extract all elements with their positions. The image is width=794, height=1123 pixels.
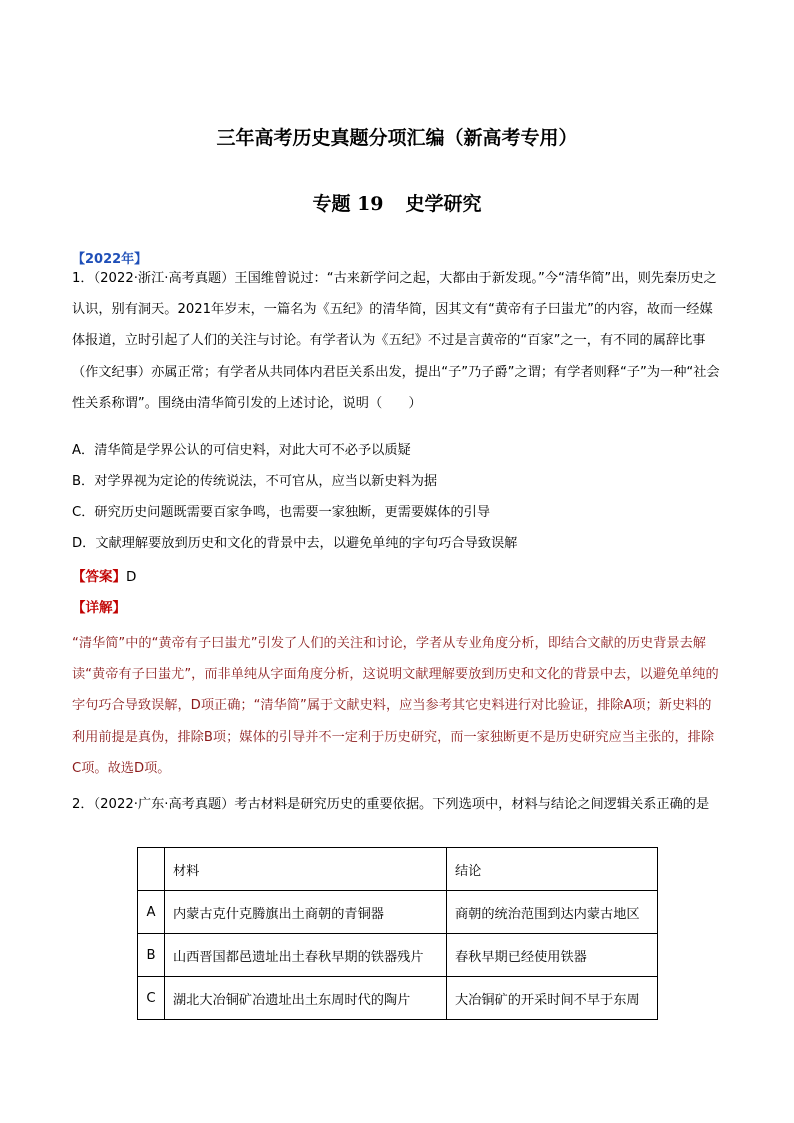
- conclusion-cell: 春秋早期已经使用铁器: [447, 934, 658, 977]
- question-1-options: [72, 435, 722, 559]
- table-row: [138, 934, 658, 977]
- topic-heading: [0, 189, 794, 216]
- row-label: A: [138, 891, 165, 934]
- topic-number: 专题 19: [312, 193, 384, 215]
- table-header-cell: 结论: [447, 848, 658, 891]
- answer-value: D: [126, 569, 137, 585]
- year-section-label: 【2022年】: [72, 252, 148, 267]
- material-conclusion-table: [137, 847, 658, 1020]
- table-header-cell: 材料: [165, 848, 447, 891]
- material-cell: 山西晋国都邑遗址出土春秋早期的铁器残片: [165, 934, 447, 977]
- conclusion-cell: 商朝的统治范围到达内蒙古地区: [447, 891, 658, 934]
- row-label: C: [138, 977, 165, 1020]
- question-1-stem: 1．（2022·浙江·高考真题）王国维曾说过：“古来新学问之起，大都由于新发现。”今“清华简”出，则先秦历史之认识，别有洞天。2021年岁末，一篇名为《五纪》的清华简，因其文有“黄帝有子曰蚩尤”的内容，故而一经媒体报道，立时引起了人们的关注与讨论。有学者认为《五纪》不过是言黄帝的“百家”之一，有不同的属辞比事（作文纪事）亦属正常；有学者从共同体内君臣关系出发，提出“子”乃子爵”之谓；有学者则释“子”为一种“社会性关系称谓”。围绕由清华简引发的上述讨论，说明（ ）: [72, 271, 720, 411]
- material-cell: 湖北大冶铜矿冶遗址出土东周时代的陶片: [165, 977, 447, 1020]
- table-header-row: [138, 848, 658, 891]
- answer-label: 【答案】: [72, 569, 126, 585]
- topic-name: 史学研究: [405, 193, 482, 215]
- answer-line: [72, 566, 136, 588]
- document-title: 三年高考历史真题分项汇编（新高考专用）: [216, 127, 578, 149]
- table-row: [138, 977, 658, 1020]
- row-label: B: [138, 934, 165, 977]
- explanation-text: “清华简”中的“黄帝有子曰蚩尤”引发了人们的关注和讨论，学者从专业角度分析，即结合文献的历史背景去解读“黄帝有子曰蚩尤”，而非单纯从字面角度分析，这说明文献理解要放到历史和文化的背景中去，以避免单纯的字句巧合导致误解，D项正确；“清华简”属于文献史料，应当参考其它史料进行对比验证，排除A项；新史料的利用前提是真伪，排除B项；媒体的引导并不一定利于历史研究，而一家独断更不是历史研究应当主张的，排除C项。故选D项。: [72, 636, 719, 776]
- option-b: B．对学界视为定论的传统说法，不可官从，应当以新史料为据: [72, 474, 438, 489]
- detail-label: 【详解】: [72, 600, 126, 616]
- question-2-stem: 2．（2022·广东·高考真题）考古材料是研究历史的重要依据。下列选项中，材料与结论之间逻辑关系正确的是: [72, 797, 710, 812]
- table-row: [138, 891, 658, 934]
- option-d: D．文献理解要放到历史和文化的背景中去，以避免单纯的字句巧合导致误解: [72, 536, 518, 551]
- conclusion-cell: 大冶铜矿的开采时间不早于东周: [447, 977, 658, 1020]
- table-header-cell: [138, 848, 165, 891]
- material-cell: 内蒙古克什克腾旗出土商朝的青铜器: [165, 891, 447, 934]
- option-a: A．清华简是学界公认的可信史料，对此大可不必予以质疑: [72, 443, 411, 458]
- option-c: C．研究历史问题既需要百家争鸣，也需要一家独断，更需要媒体的引导: [72, 505, 491, 520]
